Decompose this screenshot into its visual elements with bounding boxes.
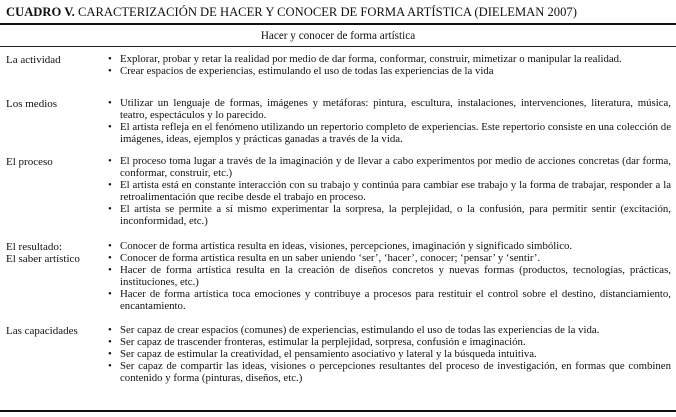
row-label-resultado [6, 241, 106, 265]
row-items-resultado [105, 241, 671, 312]
list-item: • Utilizar un lenguaje de formas, imágenes y metáforas: pintura, escultura, instalaciones, intervenciones, literatura, música, teatro, espectáculos y lo parecido. [105, 98, 671, 122]
row-label-resultado-line2: El saber artístico [6, 253, 80, 266]
header-rule [0, 46, 676, 47]
list-item: • Ser capaz de estimular la creatividad, el pensamiento asociativo y lateral y la búsqueda intuitiva. [105, 349, 671, 361]
list-item: • El artista está en constante interacción con su trabajo y continúa para cambiar ese trabajo y la forma de trabajar, responder a la retroalimentación que recibe desde el trabajo en proceso. [105, 180, 671, 204]
row-label-resultado-line1: El resultado: [6, 241, 62, 253]
row-items-capacidades [105, 325, 671, 385]
list-item: • Ser capaz de trascender fronteras, estimular la perplejidad, sorpresa, confusión e imaginación. [105, 337, 671, 349]
bottom-rule [0, 410, 676, 412]
row-label-medios: Los medios [6, 98, 58, 110]
row-items-actividad [105, 54, 671, 78]
list-item: • Crear espacios de experiencias, estimulando el uso de todas las experiencias de la vida [105, 66, 671, 78]
list-item: • El proceso toma lugar a través de la imaginación y de llevar a cabo experimentos por medio de acciones concretas (dar forma, conformar, construir, etc.) [105, 156, 671, 180]
table-caption: CARACTERIZACIÓN DE HACER Y CONOCER DE FORMA ARTÍSTICA (DIELEMAN 2007) [77, 5, 577, 19]
list-item: • Conocer de forma artística resulta en ideas, visiones, percepciones, imaginación y significado simbólico. [105, 241, 671, 253]
column-header: Hacer y conocer de forma artística [260, 30, 416, 42]
row-items-proceso [105, 156, 671, 227]
list-item: • Ser capaz de compartir las ideas, visiones o percepciones resultantes del proceso de investigación, en formas que combinen contenido y forma (pinturas, diseños, etc.) [105, 361, 671, 385]
top-rule [0, 23, 676, 25]
list-item: • Conocer de forma artística resulta en un saber uniendo ‘ser’, ‘hacer’, conocer; ‘pensar’ y ‘sentir’. [105, 253, 671, 265]
list-item: • Explorar, probar y retar la realidad por medio de dar forma, conformar, construir, mimetizar o manipular la realidad. [105, 54, 671, 66]
list-item: • Ser capaz de crear espacios (comunes) de experiencias, estimulando el uso de todas las experiencias de la vida. [105, 325, 671, 337]
list-item: • Hacer de forma artística toca emociones y contribuye a procesos para restituir el control sobre el destino, distanciamiento, encantamiento. [105, 289, 671, 313]
row-items-medios [105, 98, 671, 146]
row-label-capacidades: Las capacidades [6, 325, 78, 337]
row-label-proceso: El proceso [6, 156, 53, 168]
table-title [6, 5, 670, 20]
row-label-actividad: La actividad [6, 54, 61, 66]
list-item: • El artista se permite a sí mismo experimentar la sorpresa, la perplejidad, o la confusión, para permitir sentir (excitación, inconformidad, etc.) [105, 204, 671, 228]
list-item: • El artista refleja en el fenómeno utilizando un repertorio completo de experiencias. Este repertorio consiste en una colección de imágenes, ideas, ejemplos y prácticas ganadas a través de la vida. [105, 122, 671, 146]
table-number: CUADRO V. [6, 5, 75, 19]
list-item: • Hacer de forma artística resulta en la creación de diseños concretos y nuevas formas (productos, tecnologías, prácticas, instituciones, etc.) [105, 265, 671, 289]
